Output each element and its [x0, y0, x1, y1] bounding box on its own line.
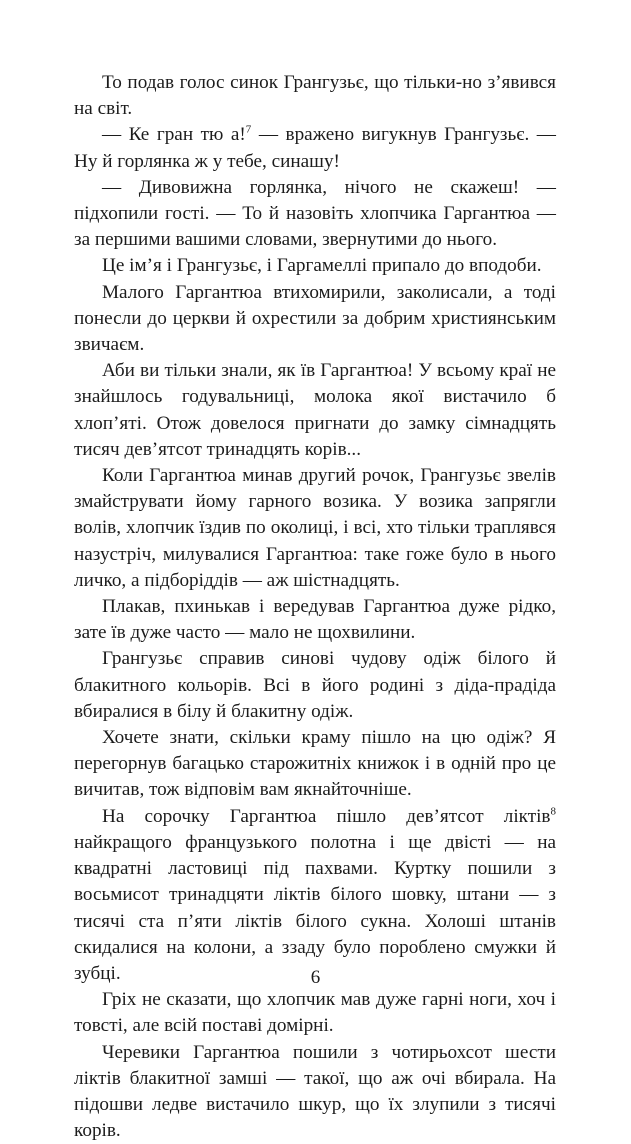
paragraph: То подав голос синок Грангузьє, що тільки-но з’явився на світ.: [74, 72, 556, 120]
paragraph: Грангузьє справив синові чудову одіж білого й блакитного кольорів. Всі в його родині з діда-прадіда вбиралися в білу й блакитну одіж.: [74, 648, 556, 722]
page-number: 6: [310, 967, 321, 988]
paragraph: Це ім’я і Грангузьє, і Гаргамеллі припало до вподоби.: [102, 255, 542, 277]
paragraph: Хочете знати, скільки краму пішло на цю одіж? Я перегорнув багацько старожитніх книжок і в одній про це вичитав, тож відповім вам якнайточніше.: [74, 727, 556, 801]
paragraph-text: — Ке гран тю а!: [102, 124, 246, 146]
paragraph-text: — вражено вигукнув Грангузьє. — Ну й горлянка ж у тебе, синашу!: [74, 124, 556, 172]
paragraph: — Дивовижна горлянка, нічого не скажеш! — підхопили гості. — То й назовіть хлопчика Гаргантюа — за першими вашими словами, звернутими до нього.: [74, 176, 556, 251]
paragraph: Гріх не сказати, що хлопчик мав дуже гарні ноги, хоч і товсті, але всій поставі домірні.: [74, 989, 556, 1037]
paragraph-text: найкращого французького полотна і ще двісті — на квадратні ластовиці під пахвами. Куртку пошили з восьмисот тринадцяти ліктів білого шовку, штани — з тисячі ста п’яти ліктів білого сукна. Холоші штанів скидалися на колони, а ззаду було пороблено смужки й зубці.: [74, 831, 556, 984]
paragraph: Аби ви тільки знали, як їв Гаргантюа! У всьому краї не знайшлось годувальниці, молока якої вистачило б хлоп’яті. Отож довелося пригнати до замку сімнадцять тисяч дев’ятсот тринадцять корів...: [74, 360, 556, 460]
paragraph: [74, 804, 556, 987]
paragraph-text: На сорочку Гаргантюа пішло дев’ятсот ліктів: [102, 805, 551, 827]
paragraph: Коли Гаргантюа минав другий рочок, Грангузьє звелів змайструвати йому гарного возика. У возика запрягли волів, хлопчик їздив по околиці, і всі, хто тільки траплявся назустріч, милувалися Гаргантюа: таке гоже було в нього личко, а підборіддів — аж шістнадцять.: [74, 465, 556, 591]
footnote-marker[interactable]: 8: [550, 805, 556, 818]
paragraph: Черевики Гаргантюа пошили з чотирьохсот шести ліктів блакитної замші — такої, що аж очі вбирала. На підошви ледве вистачило шкур, що їх злупили з тисячі корів.: [74, 1041, 556, 1142]
footnote-marker[interactable]: 7: [245, 124, 252, 137]
paragraph: Плакав, пхинькав і вередував Гаргантюа дуже рідко, зате їв дуже часто — мало не щохвилини.: [74, 596, 556, 644]
paragraph: [74, 122, 556, 174]
paragraph: Малого Гаргантюа втихомирили, заколисали, а тоді понесли до церкви й охрестили за добрим християнським звичаєм.: [74, 281, 556, 356]
